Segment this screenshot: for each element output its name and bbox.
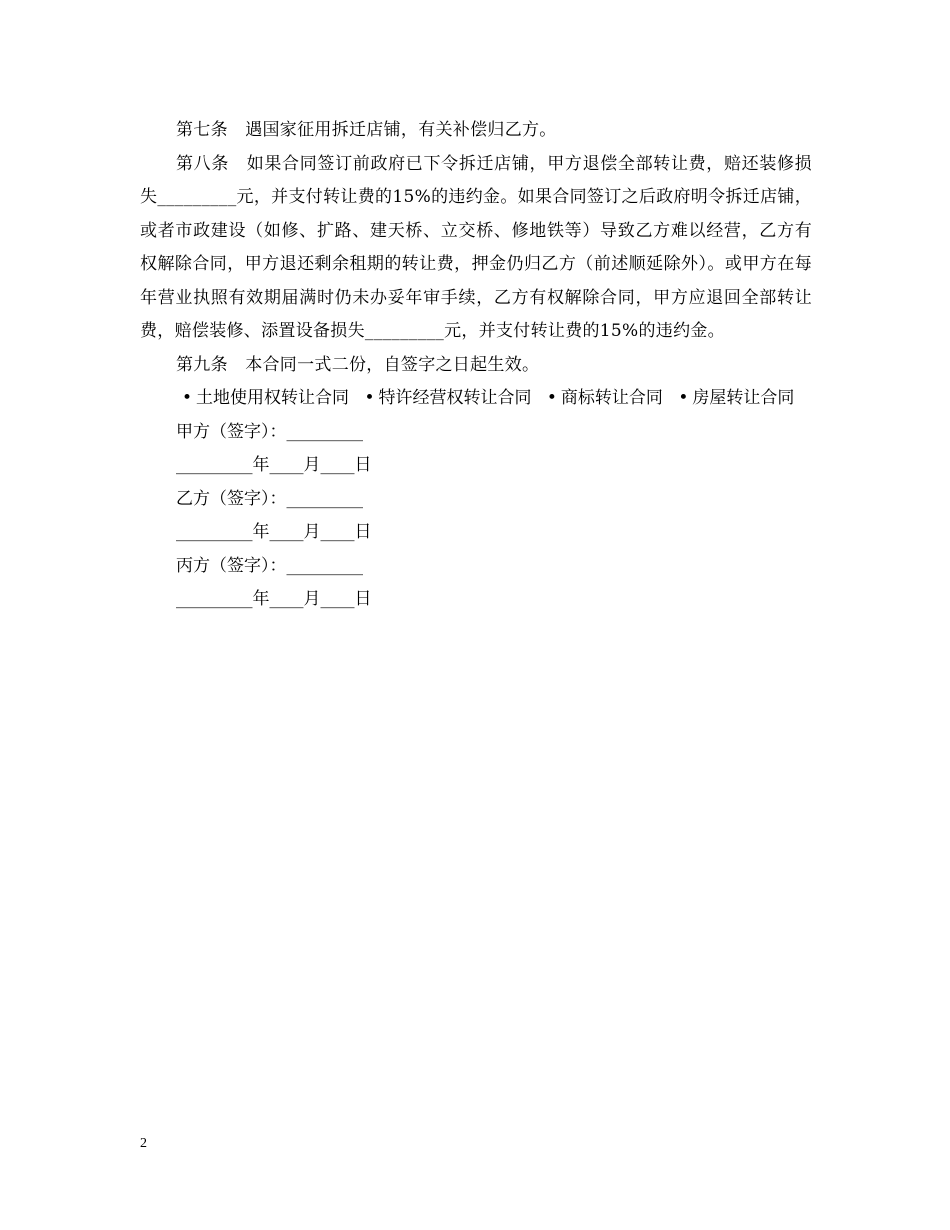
clause-8: 第八条 如果合同签订前政府已下令拆迁店铺，甲方退偿全部转让费，赔还装修损失_________元，并支付转让费的15%的违约金。如果合同签订之后政府明令拆迁店铺，或者市政建设（如修、扩路、建天桥、立交桥、修地铁等）导致乙方难以经营，乙方有权解除合同，甲方退还剩余租期的转让费，押金仍归乙方（前述顺延除外）。或甲方在每年营业执照有效期届满时仍未办妥年审手续，乙方有权解除合同，甲方应退回全部转让费，赔偿装修、添置设备损失_________元，并支付转让费的15%的违约金。 xyxy=(140,153,812,341)
document-body xyxy=(140,114,812,617)
party-b-signature: 乙方（签字）：_________ xyxy=(176,488,363,509)
bullet-icon: • xyxy=(546,388,557,408)
related-link-label: 土地使用权转让合同 xyxy=(196,388,350,408)
clause-7: 第七条 遇国家征用拆迁店铺，有关补偿归乙方。 xyxy=(176,120,557,140)
related-link-label: 房屋转让合同 xyxy=(692,388,795,408)
related-link-label: 特许经营权转让合同 xyxy=(378,388,532,408)
bullet-icon: • xyxy=(678,388,689,408)
related-contracts-list xyxy=(140,382,812,416)
bullet-icon: • xyxy=(364,388,375,408)
party-c-date: _________年____月____日 xyxy=(176,589,372,609)
clause-9: 第九条 本合同一式二份，自签字之日起生效。 xyxy=(176,354,540,375)
page-number: 2 xyxy=(140,1136,147,1151)
party-c-signature: 丙方（签字）：_________ xyxy=(176,555,363,576)
related-link-label: 商标转让合同 xyxy=(560,388,663,408)
related-link-house[interactable] xyxy=(678,388,794,408)
related-link-land-use[interactable] xyxy=(182,388,349,408)
bullet-icon: • xyxy=(182,388,193,408)
party-b-date: _________年____月____日 xyxy=(176,522,372,542)
party-a-signature: 甲方（签字）：_________ xyxy=(176,421,363,442)
related-link-franchise[interactable] xyxy=(364,388,531,408)
related-link-trademark[interactable] xyxy=(547,388,663,408)
party-a-date: _________年____月____日 xyxy=(176,455,372,475)
